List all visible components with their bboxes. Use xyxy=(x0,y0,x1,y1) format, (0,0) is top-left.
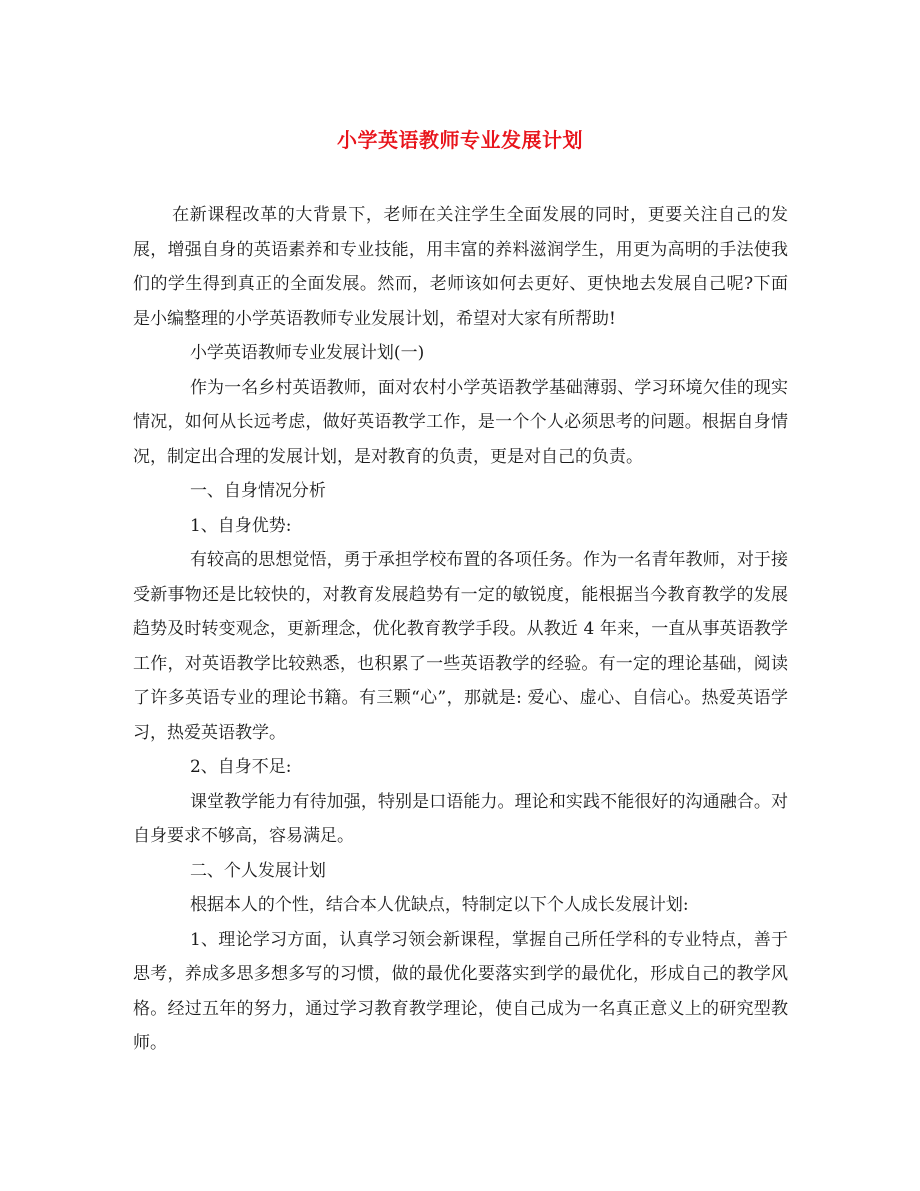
document-body xyxy=(133,198,788,1061)
paragraph-rural-teacher: 作为一名乡村英语教师，面对农村小学英语教学基础薄弱、学习环境欠佳的现实情况，如何从长远考虑，做好英语教学工作，是一个个人必须思考的问题。根据自身情况，制定出合理的发展计划，是对教育的负责，更是对自己的负责。 xyxy=(133,377,788,467)
paragraph-weaknesses: 课堂教学能力有待加强，特别是口语能力。理论和实践不能很好的沟通融合。对自身要求不够高，容易满足。 xyxy=(133,791,788,846)
subheading-weaknesses: 2、自身不足: xyxy=(189,757,292,777)
paragraph-plan-intro: 根据本人的个性，结合本人优缺点，特制定以下个人成长发展计划: xyxy=(189,895,689,915)
paragraph-theory-study: 1、理论学习方面，认真学习领会新课程，掌握自己所任学科的专业特点，善于思考，养成多思多想多写的习惯，做的最优化要落实到学的最优化，形成自己的教学风格。经过五年的努力，通过学习教育教学理论，使自己成为一名真正意义上的研究型教师。 xyxy=(133,929,788,1053)
section-heading-plan-one: 小学英语教师专业发展计划(一) xyxy=(189,343,425,363)
subheading-strengths: 1、自身优势: xyxy=(189,515,292,536)
intro-paragraph: 在新课程改革的大背景下，老师在关注学生全面发展的同时，更要关注自己的发展，增强自身的英语素养和专业技能，用丰富的养料滋润学生，用更为高明的手法使我们的学生得到真正的全面发展。然而，老师该如何去更好、更快地去发展自己呢?下面是小编整理的小学英语教师专业发展计划，希望对大家有所帮助! xyxy=(133,205,788,329)
document-title: 小学英语教师专业发展计划 xyxy=(337,128,583,152)
section-heading-self-analysis: 一、自身情况分析 xyxy=(189,481,326,501)
section-heading-personal-plan: 二、个人发展计划 xyxy=(189,860,326,881)
paragraph-strengths: 有较高的思想觉悟，勇于承担学校布置的各项任务。作为一名青年教师，对于接受新事物还是比较快的，对教育发展趋势有一定的敏锐度，能根据当今教育教学的发展趋势及时转变观念，更新理念，优化教育教学手段。从教近 4 年来，一直从事英语教学工作，对英语教学比较熟悉，也积累了一些英语教学的经验。有一定的理论基础，阅读了许多英语专业的理论书籍。有三颗“心”，那就是: 爱心、虚心、自信心。热爱英语学习，热爱英语教学。 xyxy=(133,550,788,743)
